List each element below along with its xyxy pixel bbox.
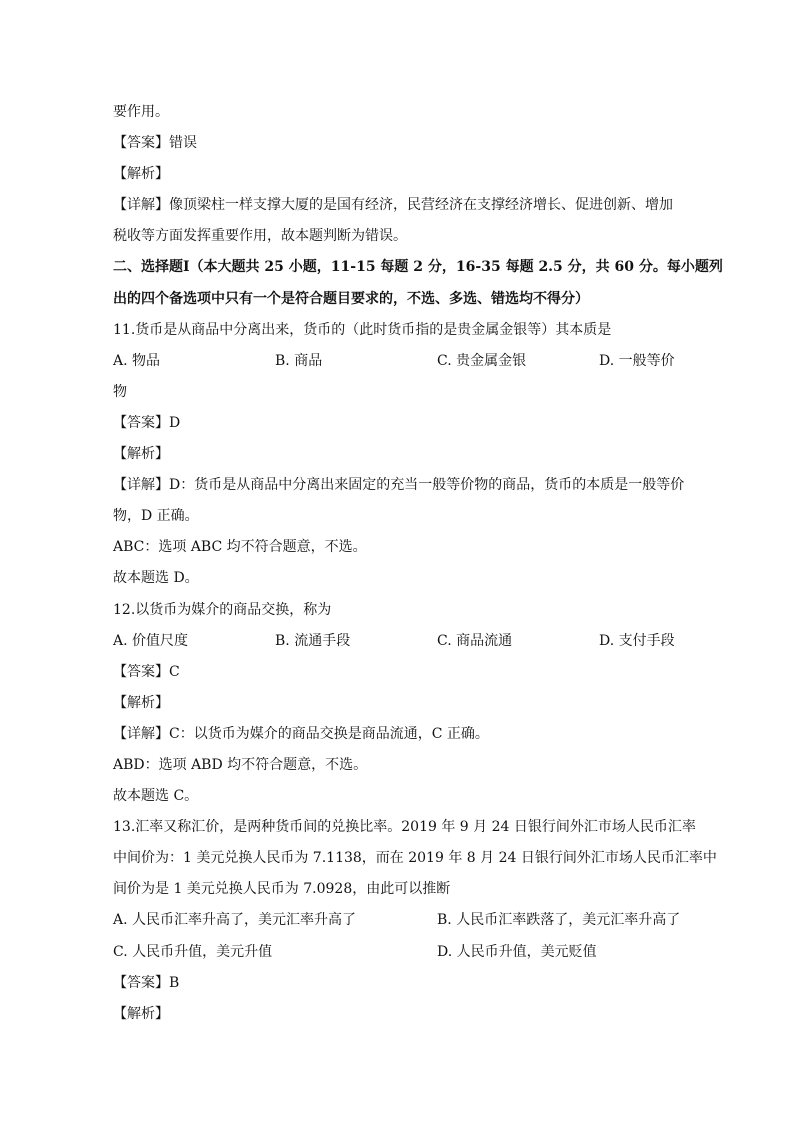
question-stem: 11.货币是从商品中分离出来，货币的（此时货币指的是贵金属金银等）其本质是	[113, 321, 612, 338]
option-b: B. 商品	[275, 352, 323, 369]
question-stem: 12.以货币为媒介的商品交换，称为	[113, 601, 332, 618]
answer-line: 【答案】错误	[113, 135, 197, 152]
question-options	[113, 937, 688, 968]
question-options	[113, 626, 688, 657]
detail-line: 税收等方面发挥重要作用，故本题判断为错误。	[113, 228, 407, 245]
section-heading: 二、选择题Ⅰ（本大题共 25 小题，11-15 每题 2 分，16-35 每题 2.5 分，共 60 分。每小题列	[113, 259, 723, 276]
option-b: B. 人民币汇率跌落了，美元汇率升高了	[437, 912, 681, 929]
detail-line: ABD：选项 ABD 均不符合题意，不选。	[113, 756, 368, 773]
option-a: A. 物品	[113, 352, 161, 369]
conclusion-line: 故本题选 C。	[113, 788, 199, 805]
option-d-continued: 物	[113, 383, 127, 400]
option-d: D. 支付手段	[599, 632, 675, 649]
option-c: C. 贵金属金银	[437, 352, 527, 369]
option-a: A. 价值尺度	[113, 632, 189, 649]
analysis-heading: 【解析】	[113, 1005, 169, 1022]
question-stem: 13.汇率又称汇价，是两种货币间的兑换比率。2019 年 9 月 24 日银行间外汇市场人民币汇率	[113, 819, 696, 836]
answer-line: 【答案】D	[113, 414, 181, 431]
option-d: D. 一般等价	[599, 352, 675, 369]
option-b: B. 流通手段	[275, 632, 351, 649]
option-c: C. 人民币升值，美元升值	[113, 943, 273, 960]
question-options	[113, 346, 688, 377]
analysis-heading: 【解析】	[113, 694, 169, 711]
conclusion-line: 故本题选 D。	[113, 570, 199, 587]
detail-line: 物，D 正确。	[113, 508, 199, 525]
analysis-heading: 【解析】	[113, 166, 169, 183]
option-d: D. 人民币升值，美元贬值	[437, 943, 597, 960]
question-options	[113, 905, 688, 936]
question-stem-cont: 间价为是 1 美元兑换人民币为 7.0928，由此可以推断	[113, 881, 451, 898]
question-stem-cont: 中间价为：1 美元兑换人民币为 7.1138，而在 2019 年 8 月 24 日银行间外汇市场人民币汇率中	[113, 850, 717, 867]
document-page	[113, 97, 723, 1030]
text-line: 要作用。	[113, 104, 169, 120]
detail-line: 【详解】D：货币是从商品中分离出来固定的充当一般等价物的商品，货币的本质是一般等价	[113, 477, 685, 494]
answer-line: 【答案】B	[113, 974, 180, 991]
analysis-heading: 【解析】	[113, 446, 169, 463]
section-heading-cont: 出的四个备选项中只有一个是符合题目要求的，不选、多选、错选均不得分）	[113, 290, 589, 307]
detail-line: ABC：选项 ABC 均不符合题意，不选。	[113, 539, 367, 556]
answer-line: 【答案】C	[113, 663, 180, 680]
detail-line: 【详解】像顶梁柱一样支撑大厦的是国有经济，民营经济在支撑经济增长、促进创新、增加	[113, 197, 673, 214]
option-a: A. 人民币汇率升高了，美元汇率升高了	[113, 912, 357, 929]
detail-line: 【详解】C：以货币为媒介的商品交换是商品流通，C 正确。	[113, 725, 489, 742]
option-c: C. 商品流通	[437, 632, 513, 649]
